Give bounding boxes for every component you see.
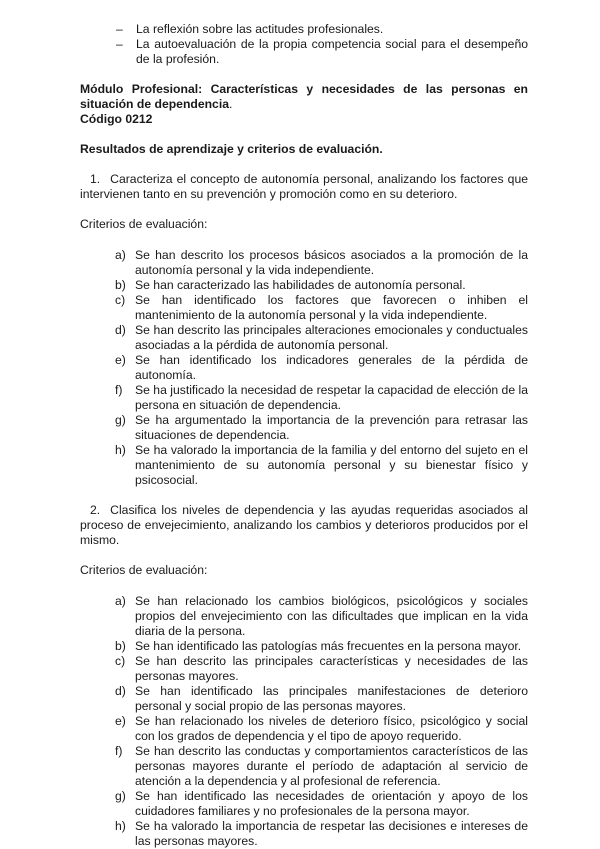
criterion-text: Se ha valorado la importancia de la familia y del entorno del sujeto en el mantenimiento de su autonomía personal y su bienestar físico y psicosocial. [135, 443, 528, 487]
criterion-text: Se ha argumentado la importancia de la prevención para retrasar las situaciones de dependencia. [135, 413, 528, 442]
criterion-text: Se han descrito las principales características y necesidades de las personas mayores. [135, 654, 528, 683]
criterion-text: Se han descrito los procesos básicos asociados a la promoción de la autonomía personal y la vida independiente. [135, 248, 528, 277]
criterion-letter: h) [115, 443, 126, 457]
module-title-period: . [229, 97, 233, 111]
criterion-letter: g) [115, 789, 126, 803]
module-title: Módulo Profesional: Características y necesidades de las personas en situación de dependencia [80, 82, 528, 111]
learning-outcome [80, 172, 528, 202]
criterion-letter: c) [115, 293, 126, 307]
list-item [80, 37, 528, 67]
criterion-letter: c) [115, 654, 126, 668]
list-item [80, 639, 528, 654]
list-item-text: La reflexión sobre las actitudes profesionales. [136, 22, 384, 36]
criterion-letter: e) [115, 353, 126, 367]
criterion-letter: f) [115, 383, 123, 397]
list-item [80, 654, 528, 684]
list-item [80, 443, 528, 488]
criterion-letter: f) [115, 744, 123, 758]
list-item [80, 819, 528, 849]
list-item [80, 413, 528, 443]
list-item [80, 684, 528, 714]
list-item [80, 248, 528, 278]
outcome-text: Clasifica los niveles de dependencia y las ayudas requeridas asociados al proceso de envejecimiento, analizando los cambios y deterioros producidos por el mismo. [80, 503, 528, 547]
criterion-letter: a) [115, 248, 126, 262]
list-item [80, 22, 528, 37]
list-item [80, 278, 528, 293]
criterion-text: Se han identificado los indicadores generales de la pérdida de autonomía. [135, 353, 528, 382]
criterion-text: Se han identificado las patologías más frecuentes en la persona mayor. [135, 639, 522, 653]
document-page [80, 22, 528, 849]
section-title: Resultados de aprendizaje y criterios de evaluación. [80, 142, 383, 156]
criterion-letter: g) [115, 413, 126, 427]
list-item [80, 714, 528, 744]
list-item [80, 323, 528, 353]
criterion-text: Se han identificado los factores que favorecen o inhiben el mantenimiento de la autonomía personal y la vida independiente. [135, 293, 528, 322]
list-item [80, 594, 528, 639]
criteria-label: Criterios de evaluación: [80, 217, 208, 231]
list-item [80, 353, 528, 383]
outcome-text: Caracteriza el concepto de autonomía personal, analizando los factores que intervienen tanto en su prevención y promoción como en su deterioro. [80, 172, 528, 201]
criterion-letter: d) [115, 323, 126, 337]
outcome-number: 1. [90, 172, 101, 186]
outcome-number: 2. [90, 503, 101, 517]
criterion-letter: b) [115, 278, 126, 292]
criterion-letter: h) [115, 819, 126, 833]
list-item [80, 744, 528, 789]
criterion-text: Se han descrito las principales alteraciones emocionales y conductuales asociadas a la pérdida de autonomía personal. [135, 323, 528, 352]
criteria-label: Criterios de evaluación: [80, 563, 208, 577]
criterion-text: Se han caracterizado las habilidades de autonomía personal. [135, 278, 466, 292]
module-code: Código 0212 [80, 112, 153, 126]
list-item [80, 293, 528, 323]
criterion-text: Se han relacionado los niveles de deterioro físico, psicológico y social con los grados de dependencia y el tipo de apoyo requerido. [135, 714, 528, 743]
list-item-text: La autoevaluación de la propia competencia social para el desempeño de la profesión. [136, 37, 528, 66]
intro-list [80, 22, 528, 67]
criterion-letter: a) [115, 594, 126, 608]
list-item [80, 383, 528, 413]
criterion-text: Se han identificado las principales manifestaciones de deterioro personal y social propio de las personas mayores. [135, 684, 528, 713]
criterion-letter: b) [115, 639, 126, 653]
criterion-letter: e) [115, 714, 126, 728]
criterion-text: Se han descrito las conductas y comportamientos característicos de las personas mayores durante el período de adaptación al servicio de atención a la dependencia y al profesional de referencia. [135, 744, 528, 788]
dash-bullet: – [116, 22, 123, 36]
list-item [80, 789, 528, 819]
learning-outcome [80, 503, 528, 548]
criterion-text: Se han identificado las necesidades de orientación y apoyo de los cuidadores familiares y no profesionales de la persona mayor. [135, 789, 528, 818]
criteria-list [80, 248, 528, 488]
dash-bullet: – [116, 37, 123, 51]
criteria-list [80, 594, 528, 849]
criterion-text: Se ha justificado la necesidad de respetar la capacidad de elección de la persona en situación de dependencia. [135, 383, 528, 412]
module-heading [80, 82, 528, 112]
criterion-letter: d) [115, 684, 126, 698]
criterion-text: Se han relacionado los cambios biológicos, psicológicos y sociales propios del envejecimiento con las dificultades que implican en la vida diaria de la persona. [135, 594, 528, 638]
criterion-text: Se ha valorado la importancia de respetar las decisiones e intereses de las personas mayores. [135, 819, 528, 848]
